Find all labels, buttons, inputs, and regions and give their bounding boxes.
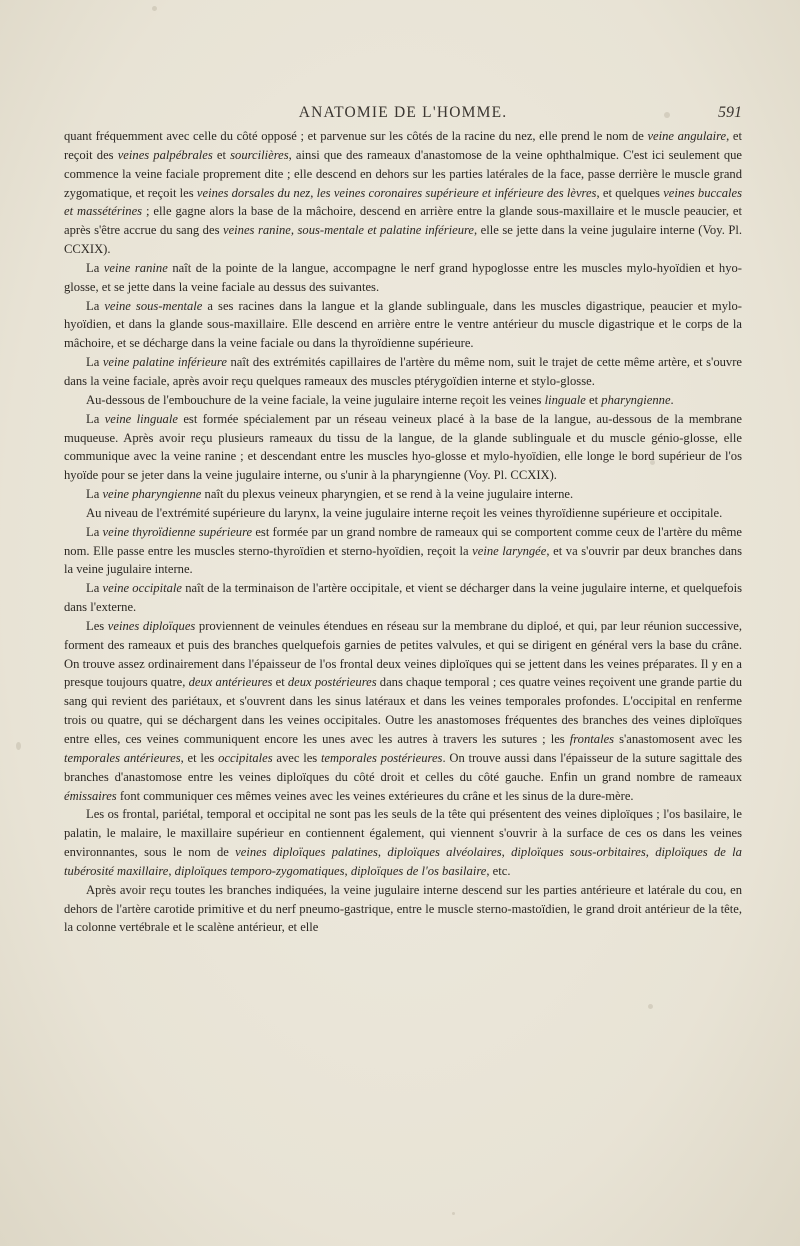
text-run: dans chaque temporal ; ces quatre veines reçoivent une grande partie du sang qui revient des pariétaux, et s'ouvrent dans les sinus latéraux et dans les veines temporales profondes. L'occipital en renferme trois ou quatre, qui se déchargent dans les veines occipitales. Outre les anastomoses fréquentes des branches des veines diploïques entre elles, ces veines communiquent encore les unes avec les autres à travers les sutures ; les: [64, 675, 742, 746]
paragraph: [64, 523, 742, 580]
text-run: . On trouve aussi dans l'épaisseur de la suture sagittale des branches d'anastomose entre les veines diploïques du côté droit et celles du côté gauche. Enfin un grand nombre de rameaux: [64, 750, 742, 784]
text-run: La: [86, 524, 103, 539]
italic-term: diploïques de la tubérosité maxillaire: [64, 845, 742, 878]
italic-term: diploïques sous-orbitaires: [511, 845, 646, 860]
text-run: ,: [310, 185, 317, 200]
paragraph: [64, 579, 742, 617]
text-run: , et va s'ouvrir par deux branches dans la veine jugulaire interne.: [64, 543, 743, 577]
page-title: ANATOMIE DE L'HOMME.: [298, 104, 508, 121]
paragraph: [64, 297, 742, 354]
italic-term: veine ranine: [103, 260, 168, 275]
italic-term: veines diploïques palatines: [235, 845, 378, 860]
text-run: ,: [501, 845, 512, 860]
paragraph: [64, 259, 742, 297]
italic-term: veines ranine, sous-mentale et palatine inférieure: [222, 223, 475, 238]
italic-term: diploïques temporo-zygomatiques: [174, 863, 345, 878]
text-run: et: [585, 392, 602, 407]
body-text: [64, 127, 742, 937]
text-run: a ses racines dans la langue et la glande sublinguale, dans les muscles digastrique, peaucier et mylo-hyoïdien, et dans la glande sous-maxillaire. Elle descend en arrière entre le ventre antérieur du muscle digastrique et le corps de la mâchoire, et se décharge dans la veine faciale ou dans la thyroïdienne supérieure.: [64, 298, 742, 351]
text-run: , ainsi que des rameaux d'anastomose de la veine ophthalmique. C'est ici seulement que commence la veine faciale proprement dite ; elle descend en dehors sur les parties latérales de la face, passe derrière le muscle grand zygomatique, et reçoit les: [64, 147, 742, 200]
italic-term: deux postérieures: [287, 675, 377, 690]
paragraph: [64, 127, 742, 259]
text-run: ,: [645, 845, 656, 860]
text-run: est formée par un grand nombre de rameaux qui se comportent comme ceux de l'artère du même nom. Elle passe entre les muscles sterno-thyroïdien et sterno-hyoïdien, reçoit la: [64, 524, 743, 558]
text-run: ,: [377, 845, 388, 860]
text-run: Les: [86, 618, 108, 633]
text-run: ,: [344, 863, 351, 878]
italic-term: veine sous-mentale: [104, 298, 203, 313]
italic-term: frontales: [569, 732, 615, 746]
text-run: , et reçoit des: [64, 129, 742, 162]
text-run: La: [86, 487, 103, 502]
italic-term: diploïques de l'os basilaire: [350, 863, 487, 878]
text-run: s'anastomosent avec les: [614, 732, 742, 746]
text-run: proviennent de veinules étendues en réseau sur la membrane du diploé, et qui, par leur réunion successive, forment des rameaux et puis des branches quelquefois garnies de petites valvules, et qui se dirigent en général vers la base du crâne. On trouve assez ordinairement dans l'épaisseur de l'os frontal deux veines diploïques qui se jettent dans les veines préparates. Il y en a presque toujours quatre,: [64, 618, 742, 690]
italic-term: veine palatine inférieure: [102, 355, 227, 370]
text-run: naît de la terminaison de l'artère occipitale, et vient se décharger dans la veine jugulaire interne, et quelquefois dans l'externe.: [64, 581, 743, 615]
italic-term: temporales antérieures: [64, 750, 181, 765]
paragraph: [64, 805, 742, 880]
italic-term: veine linguale: [104, 411, 178, 426]
text-run: Les os frontal, pariétal, temporal et occipital ne sont pas les seuls de la tête qui présentent des veines diploïques ; l'os basilaire, le palatin, le malaire, le maxillaire supérieur en contiennent également, qui viennent s'ouvrir à la surface de ces os dans les veines environnantes, sous le nom de: [64, 807, 742, 860]
italic-term: veines buccales et massétérines: [64, 185, 742, 219]
text-run: La: [86, 298, 105, 313]
italic-term: occipitales: [218, 750, 273, 765]
paper-speck: [16, 742, 21, 750]
italic-term: veines diploïques: [107, 618, 196, 633]
italic-term: diploïques alvéolaires: [387, 845, 502, 860]
text-run: est formée spécialement par un réseau veineux placé à la base de la langue, au-dessous de la membrane muqueuse. Après avoir reçu plusieurs rameaux du tissu de la langue, de la glande sublinguale et du muscle génio-glosse, elle communique avec la veine ranine ; et descendant entre les muscles hyo-glosse et mylo-hyoïdien, elle longe le bord supérieur de l'os hyoïde pour se jeter dans la veine jugulaire interne, ou s'unir à la pharyngienne (Voy. Pl. CCXIX).: [64, 411, 742, 483]
running-header: [64, 104, 742, 124]
paragraph: [64, 391, 742, 410]
text-run: La: [86, 411, 105, 426]
paragraph: [64, 881, 742, 938]
italic-term: veine occipitale: [102, 581, 182, 596]
text-run: Au niveau de l'extrémité supérieure du larynx, la veine jugulaire interne reçoit les veines thyroïdienne supérieure et occipitale.: [86, 505, 723, 520]
text-run: ; elle gagne alors la base de la mâchoire, descend en arrière entre la glande sous-maxillaire et le muscle peaucier, et après s'être accrue du sang des: [64, 204, 743, 238]
italic-term: pharyngienne: [601, 392, 671, 407]
text-run: et: [272, 675, 288, 690]
text-run: naît des extrémités capillaires de l'artère du même nom, suit le trajet de cette même artère, et s'ouvre dans la veine faciale, après avoir reçu quelques rameaux des muscles ptérygoïdien interne et stylo-glosse.: [64, 355, 742, 388]
text-run: .: [670, 392, 674, 407]
text-run: font communiquer ces mêmes veines avec les veines extérieures du crâne et les sinus de la dure-mère.: [116, 788, 634, 803]
italic-term: veines dorsales du nez: [196, 185, 311, 200]
text-run: La: [86, 355, 103, 370]
italic-term: les veines coronaires supérieure et inférieure des lèvres: [316, 185, 597, 200]
text-run: , elle se jette dans la veine jugulaire interne (Voy. Pl. CCXIX).: [64, 223, 743, 257]
italic-term: deux antérieures: [188, 675, 273, 690]
paragraph: [64, 617, 742, 805]
italic-term: veine thyroïdienne supérieure: [102, 524, 253, 539]
text-run: naît de la pointe de la langue, accompagne le nerf grand hypoglosse entre les muscles mylo-hyoïdien et hyo-glosse, et se jette dans la veine faciale au dessus des suivantes.: [64, 260, 743, 294]
text-run: avec les: [272, 750, 321, 765]
paragraph: [64, 410, 742, 485]
italic-term: veine laryngée: [472, 543, 547, 558]
paragraph: [64, 353, 742, 391]
text-run: La: [86, 260, 104, 275]
text-run: naît du plexus veineux pharyngien, et se rend à la veine jugulaire interne.: [201, 487, 574, 502]
italic-term: linguale: [544, 392, 586, 407]
italic-term: veine pharyngienne: [102, 487, 202, 502]
text-run: La: [86, 581, 103, 596]
text-run: et: [212, 147, 231, 162]
italic-term: temporales postérieures: [320, 750, 443, 765]
text-run: , et quelques: [596, 185, 664, 200]
italic-term: veine angulaire: [647, 129, 727, 143]
italic-term: veines palpébrales: [117, 147, 213, 162]
paper-speck: [452, 1212, 455, 1215]
italic-term: émissaires: [64, 788, 117, 803]
paper-speck: [648, 1004, 653, 1009]
text-run: , et les: [180, 750, 219, 765]
text-run: quant fréquemment avec celle du côté opposé ; et parvenue sur les côtés de la racine du nez, elle prend le nom de: [64, 129, 648, 143]
page-number: 591: [718, 104, 742, 121]
paragraph: [64, 504, 742, 523]
text-run: ,: [168, 863, 175, 878]
paper-speck: [152, 6, 157, 11]
text-run: Au-dessous de l'embouchure de la veine faciale, la veine jugulaire interne reçoit les veines: [86, 392, 545, 407]
text-run: , etc.: [486, 863, 511, 878]
italic-term: sourcilières: [230, 147, 289, 162]
text-run: Après avoir reçu toutes les branches indiquées, la veine jugulaire interne descend sur les parties antérieure et latérale du cou, en dehors de l'artère carotide primitive et du nerf pneumo-gastrique, entre le muscle sterno-mastoïdien, le grand droit antérieur de la tête, la colonne vertébrale et le scalène antérieur, et elle: [64, 882, 742, 935]
paragraph: [64, 485, 742, 504]
